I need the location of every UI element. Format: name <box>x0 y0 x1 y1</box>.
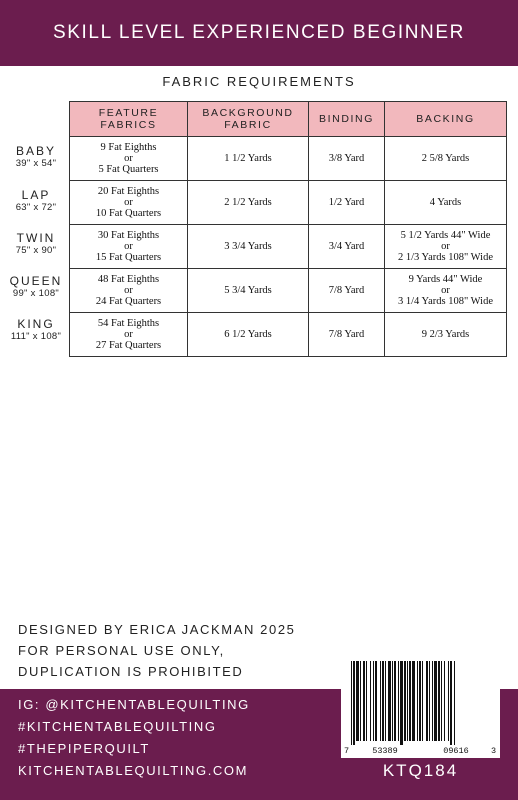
social-links <box>18 694 250 782</box>
designer-credits <box>18 619 296 682</box>
column-header-binding: BINDING <box>309 102 385 137</box>
hashtag-kitchentablequilting: #KITCHENTABLEQUILTING <box>18 719 217 734</box>
size-name: QUEEN <box>9 274 63 288</box>
barcode-bar <box>407 661 408 741</box>
size-name: BABY <box>15 144 56 158</box>
cell-line: or <box>124 153 133 164</box>
size-name: KING <box>17 317 55 331</box>
barcode-bar <box>385 661 386 741</box>
barcode-bar <box>375 661 377 741</box>
column-header-feature-fabrics <box>70 102 188 137</box>
cell-line: 5 Fat Quarters <box>98 164 159 175</box>
cell-line: 10 Fat Quarters <box>95 208 162 219</box>
size-label-twin <box>0 231 72 257</box>
barcode-graphic <box>341 657 500 758</box>
barcode-bar <box>450 661 452 745</box>
feature-fabrics-cell <box>70 137 188 181</box>
barcode-bar <box>409 661 411 741</box>
size-dimensions: 75" x 90" <box>15 245 57 256</box>
binding-cell: 1/2 Yard <box>309 181 385 225</box>
instagram-handle: IG: @KITCHENTABLEQUILTING <box>18 697 250 712</box>
barcode-bar <box>360 661 361 741</box>
backing-cell <box>385 181 507 225</box>
header-line: FEATURE FABRICS <box>98 107 159 131</box>
barcode-bar <box>432 661 433 741</box>
table-row-lap <box>70 181 507 225</box>
backing-cell <box>385 137 507 181</box>
cell-line: or <box>441 241 450 252</box>
cell-line: 24 Fat Quarters <box>95 296 162 307</box>
barcode-bar <box>404 661 406 741</box>
cell-line: 30 Fat Eighths <box>97 230 160 241</box>
table-row-queen <box>70 269 507 313</box>
barcode-bar <box>429 661 430 741</box>
size-dimensions: 111" x 108" <box>10 331 62 342</box>
table-row-twin <box>70 225 507 269</box>
background-fabric-cell: 1 1/2 Yards <box>188 137 309 181</box>
cell-line: 20 Fat Eighths <box>97 186 160 197</box>
fabric-requirements-title: FABRIC REQUIREMENTS <box>162 74 356 89</box>
barcode-bar <box>351 661 352 745</box>
barcode-bar <box>366 661 367 741</box>
feature-fabrics-cell <box>70 269 188 313</box>
personal-use-line: FOR PERSONAL USE ONLY, <box>18 643 225 658</box>
website-url: KITCHENTABLEQUILTING.COM <box>18 763 249 778</box>
binding-cell: 7/8 Yard <box>309 269 385 313</box>
barcode <box>341 657 500 758</box>
cell-line: or <box>124 329 133 340</box>
cell-line: 54 Fat Eighths <box>97 318 160 329</box>
barcode-digits-right: 09616 <box>443 746 469 756</box>
binding-cell: 3/4 Yard <box>309 225 385 269</box>
barcode-bar <box>398 661 399 741</box>
barcode-digit-lead: 7 <box>344 746 350 756</box>
barcode-bar <box>356 661 359 741</box>
binding-cell: 7/8 Yard <box>309 313 385 357</box>
barcode-bar <box>419 661 421 741</box>
size-dimensions: 99" x 108" <box>12 288 60 299</box>
cell-line: 5 1/2 Yards 44" Wide <box>400 230 491 241</box>
cell-line: 9 Yards 44" Wide <box>408 274 483 285</box>
cell-line: 4 Yards <box>429 197 462 208</box>
background-fabric-cell: 2 1/2 Yards <box>188 181 309 225</box>
barcode-bar <box>373 661 374 741</box>
barcode-bar <box>417 661 418 741</box>
cell-line: or <box>124 197 133 208</box>
feature-fabrics-cell <box>70 313 188 357</box>
backing-cell <box>385 269 507 313</box>
table-row-baby <box>70 137 507 181</box>
backing-cell <box>385 313 507 357</box>
barcode-bar <box>441 661 442 741</box>
background-fabric-cell: 3 3/4 Yards <box>188 225 309 269</box>
cell-line: or <box>124 285 133 296</box>
barcode-bar <box>380 661 381 741</box>
size-label-baby <box>0 144 72 170</box>
cell-line: 48 Fat Eighths <box>97 274 160 285</box>
cell-line: 9 2/3 Yards <box>421 329 470 340</box>
barcode-bar <box>388 661 391 741</box>
cell-line: or <box>124 241 133 252</box>
table-row-king <box>70 313 507 357</box>
header-banner <box>0 0 518 66</box>
table-header-row <box>70 102 507 137</box>
feature-fabrics-cell <box>70 225 188 269</box>
barcode-bars <box>351 661 455 745</box>
designer-line: DESIGNED BY ERICA JACKMAN 2025 <box>18 622 296 637</box>
barcode-digit-check: 3 <box>491 746 497 756</box>
skill-level-title: SKILL LEVEL EXPERIENCED BEGINNER <box>53 22 465 43</box>
barcode-bar <box>448 661 449 741</box>
barcode-bar <box>438 661 440 741</box>
background-fabric-cell: 6 1/2 Yards <box>188 313 309 357</box>
barcode-digits-left: 53389 <box>372 746 398 756</box>
column-header-backing: BACKING <box>385 102 507 137</box>
size-label-king <box>0 317 72 343</box>
background-fabric-cell: 5 3/4 Yards <box>188 269 309 313</box>
cell-line: 9 Fat Eighths <box>100 142 157 153</box>
barcode-bar <box>444 661 445 741</box>
binding-cell: 3/8 Yard <box>309 137 385 181</box>
barcode-bar <box>454 661 455 745</box>
fabric-requirements-table <box>69 101 507 357</box>
size-label-lap <box>0 188 72 214</box>
barcode-bar <box>422 661 423 741</box>
product-code: KTQ184 <box>382 761 459 780</box>
barcode-bar <box>363 661 365 741</box>
feature-fabrics-cell <box>70 181 188 225</box>
hashtag-thepiperquilt: #THEPIPERQUILT <box>18 741 150 756</box>
column-header-background-fabric: BACKGROUND FABRIC <box>188 102 309 137</box>
duplication-line: DUPLICATION IS PROHIBITED <box>18 664 244 679</box>
barcode-bar <box>353 661 355 745</box>
barcode-bar <box>434 661 437 741</box>
cell-line: 15 Fat Quarters <box>95 252 162 263</box>
barcode-bar <box>370 661 371 741</box>
barcode-bar <box>382 661 384 741</box>
size-label-queen <box>0 274 72 300</box>
cell-line: 3 1/4 Yards 108" Wide <box>398 296 493 307</box>
barcode-bar <box>400 661 403 745</box>
backing-cell <box>385 225 507 269</box>
size-name: TWIN <box>16 231 56 245</box>
size-name: LAP <box>21 188 51 202</box>
barcode-bar <box>412 661 415 741</box>
barcode-bar <box>392 661 393 741</box>
size-dimensions: 63" x 72" <box>15 202 57 213</box>
cell-line: 27 Fat Quarters <box>95 340 162 351</box>
barcode-bar <box>426 661 428 741</box>
cell-line: 2 1/3 Yards 108" Wide <box>398 252 493 263</box>
cell-line: 2 5/8 Yards <box>421 153 470 164</box>
cell-line: or <box>441 285 450 296</box>
barcode-bar <box>394 661 396 741</box>
size-dimensions: 39" x 54" <box>15 158 57 169</box>
